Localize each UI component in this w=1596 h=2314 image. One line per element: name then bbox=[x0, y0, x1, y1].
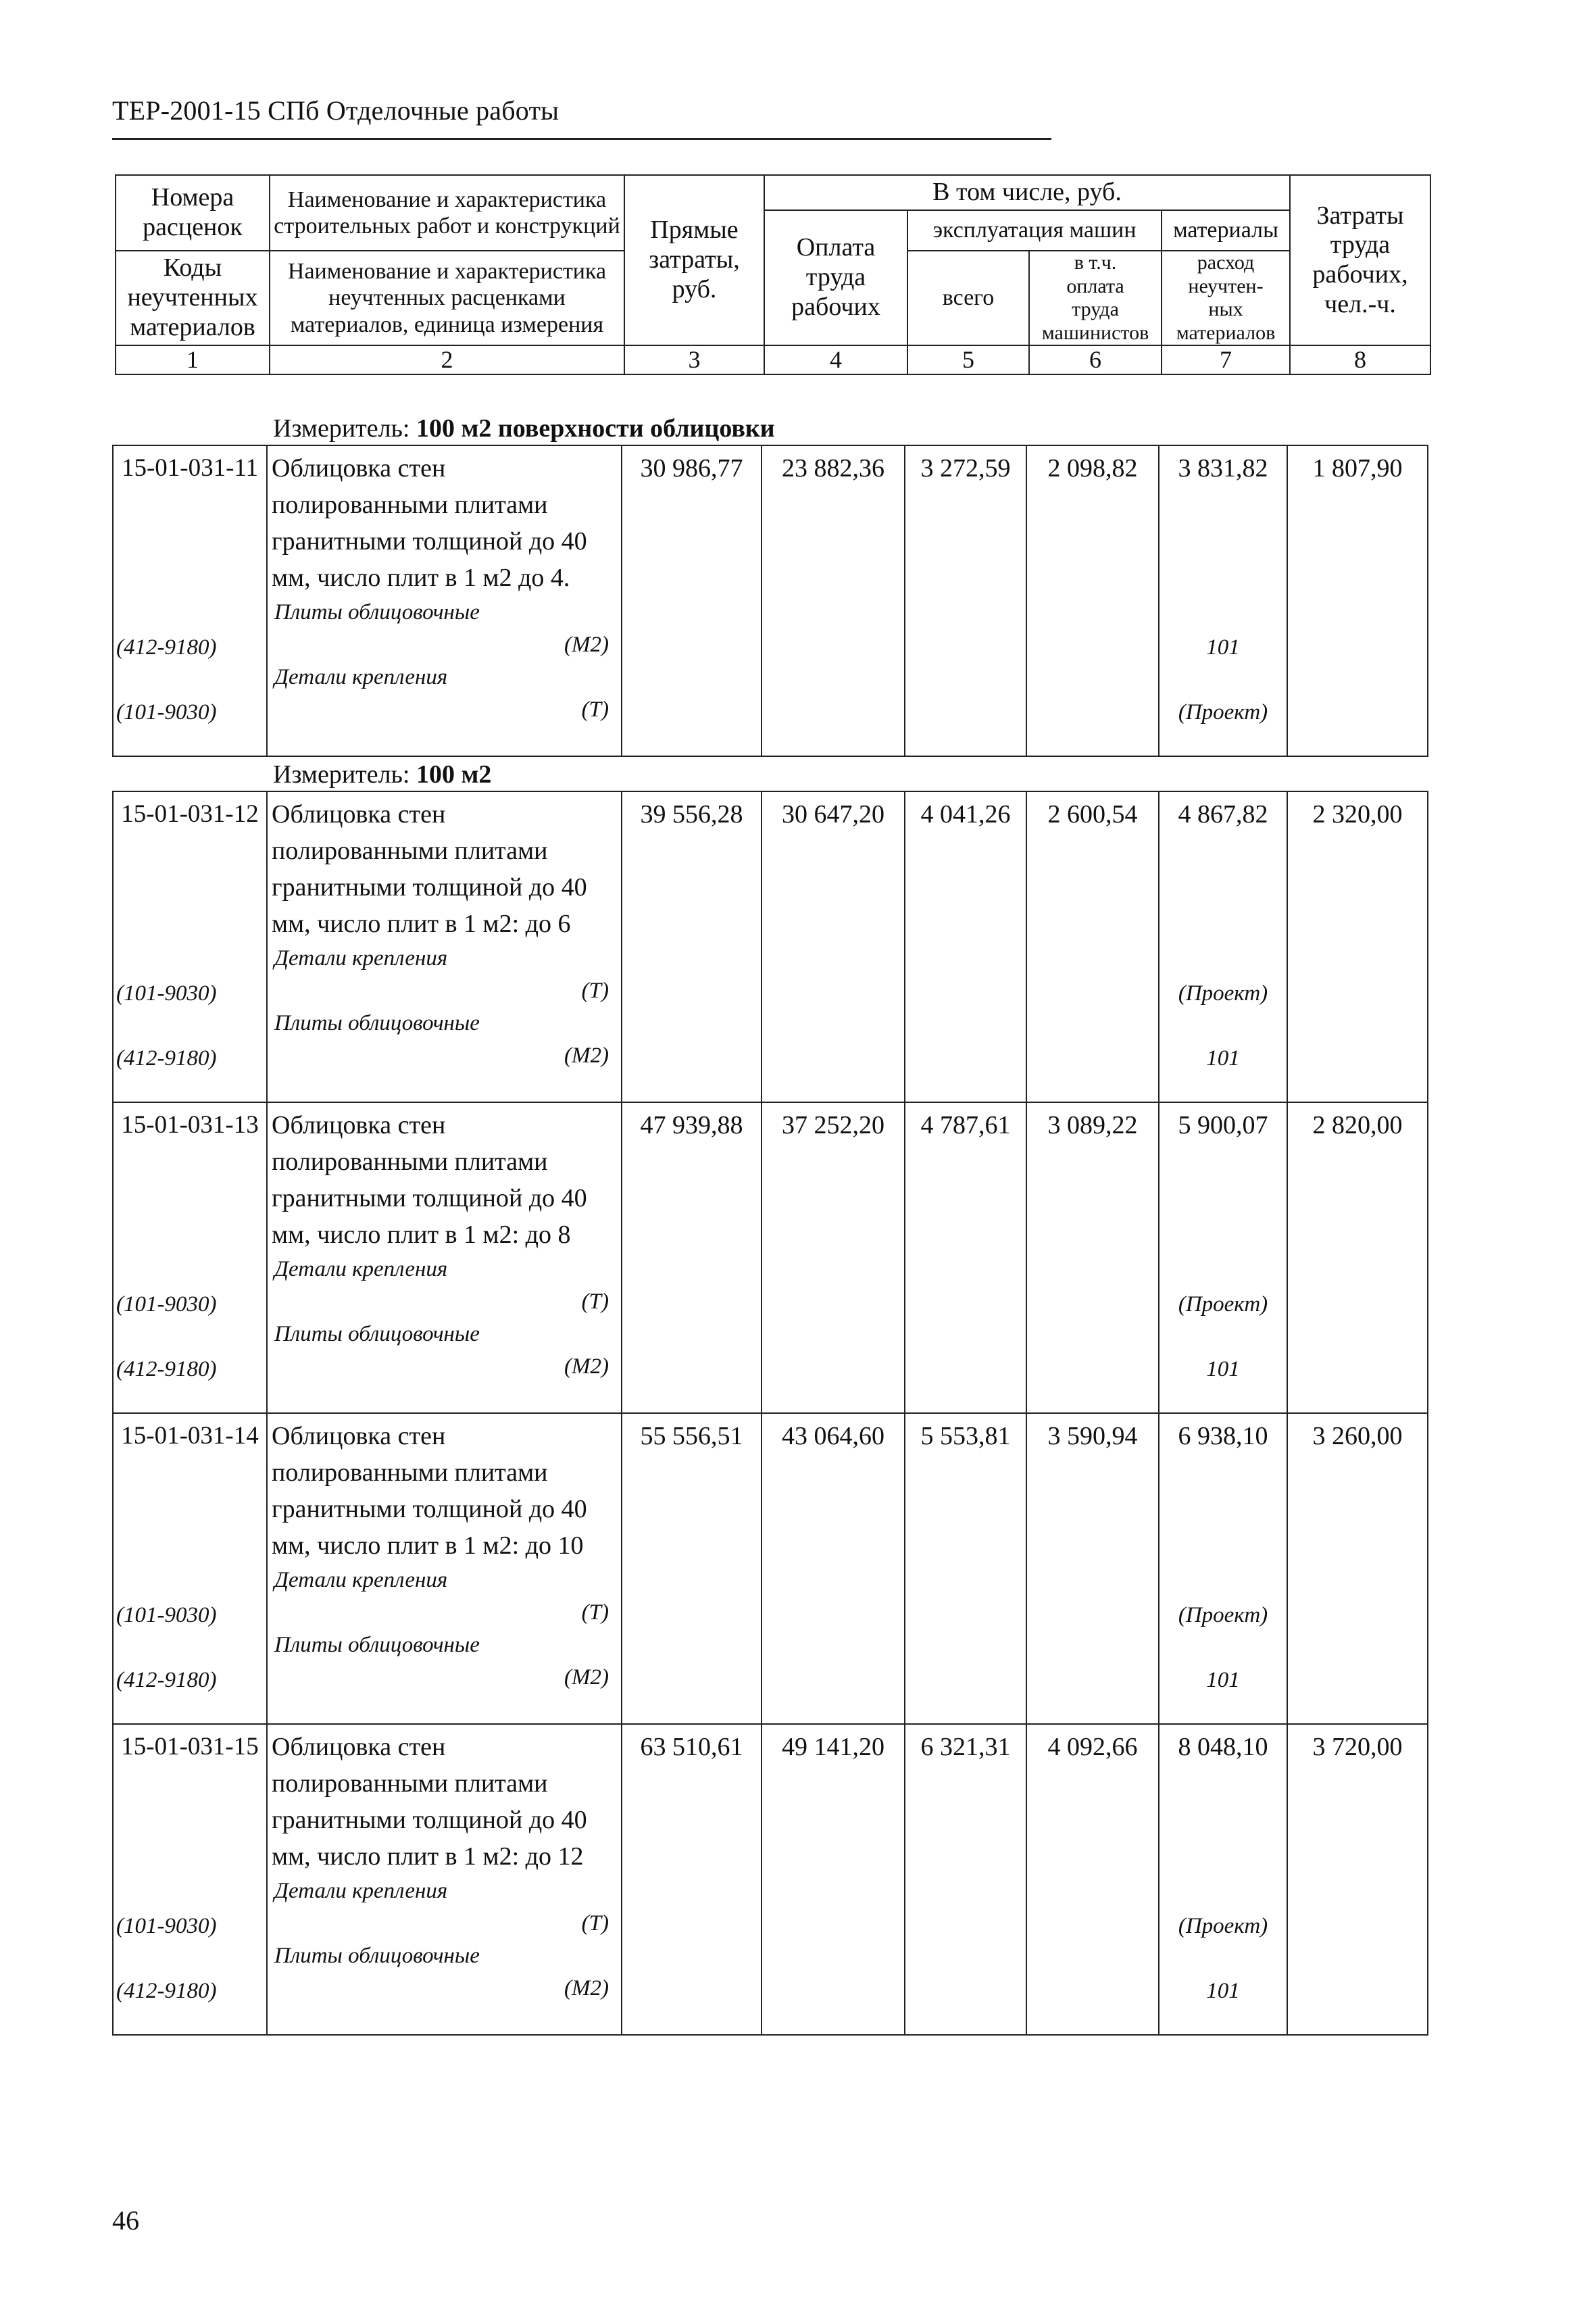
labor-pay: 37 252,20 bbox=[762, 1102, 905, 1413]
labor-hours: 3 720,00 bbox=[1287, 1724, 1428, 2035]
header-group: В том числе, руб. bbox=[764, 175, 1290, 210]
material-qty: (Проект) bbox=[1178, 700, 1268, 724]
material-qty: (Проект) bbox=[1178, 1914, 1268, 1938]
labor-hours: 2 820,00 bbox=[1287, 1102, 1428, 1413]
material-name: Плиты облицовочные bbox=[274, 1944, 480, 1968]
material-code: (101-9030) bbox=[116, 981, 217, 1006]
direct-costs: 30 986,77 bbox=[622, 445, 762, 756]
materials-cost: 3 831,82 101 (Проект) bbox=[1159, 445, 1287, 756]
material-unit: (Т) bbox=[581, 1911, 609, 1936]
rate-table-block-2 bbox=[112, 791, 1428, 2036]
header-machinist-pay: в т.ч. оплата труда машинистов bbox=[1029, 251, 1162, 345]
column-number: 3 bbox=[624, 345, 764, 374]
labor-pay: 43 064,60 bbox=[762, 1413, 905, 1724]
header-labor-hours: Затраты труда рабочих, чел.-ч. bbox=[1290, 175, 1430, 345]
material-qty: (Проект) bbox=[1178, 1603, 1268, 1627]
material-unit: (М2) bbox=[564, 1976, 609, 2000]
material-code: (101-9030) bbox=[116, 1603, 217, 1627]
rate-code: 15-01-031-13 (101-9030) (412-9180) bbox=[113, 1102, 267, 1413]
header-unaccounted-materials: расход неучтен- ных материалов bbox=[1162, 251, 1290, 345]
table-row bbox=[113, 1724, 1428, 2035]
materials-cost: 8 048,10 (Проект) 101 bbox=[1159, 1724, 1287, 2035]
header-machines-total: всего bbox=[907, 251, 1029, 345]
labor-hours: 2 320,00 bbox=[1287, 791, 1428, 1102]
table-row bbox=[113, 445, 1428, 756]
rate-code: 15-01-031-11 (412-9180) (101-9030) bbox=[113, 445, 267, 756]
material-qty: 101 bbox=[1206, 635, 1240, 660]
material-code: (412-9180) bbox=[116, 1046, 217, 1070]
machines-total: 4 787,61 bbox=[905, 1102, 1026, 1413]
direct-costs: 63 510,61 bbox=[622, 1724, 762, 2035]
column-number: 8 bbox=[1290, 345, 1430, 374]
column-number: 6 bbox=[1029, 345, 1162, 374]
column-header-table bbox=[115, 174, 1431, 375]
labor-hours: 1 807,90 bbox=[1287, 445, 1428, 756]
material-name: Детали крепления bbox=[274, 1879, 448, 1903]
header-machines: эксплуатация машин bbox=[907, 210, 1162, 251]
materials-cost: 5 900,07 (Проект) 101 bbox=[1159, 1102, 1287, 1413]
material-name: Детали крепления bbox=[274, 665, 448, 689]
column-number: 2 bbox=[270, 345, 624, 374]
material-unit: (Т) bbox=[581, 697, 609, 722]
labor-pay: 30 647,20 bbox=[762, 791, 905, 1102]
work-description: Облицовка стен полированными плитами гранитными толщиной до 40 мм, число плит в 1 м2 до 4. Плиты облицовочные (М2) Детали крепления (Т) bbox=[267, 445, 622, 756]
material-name: Плиты облицовочные bbox=[274, 1011, 480, 1035]
page-number: 46 bbox=[112, 2205, 139, 2236]
material-unit: (М2) bbox=[564, 1354, 609, 1379]
rate-code: 15-01-031-15 (101-9030) (412-9180) bbox=[113, 1724, 267, 2035]
material-unit: (М2) bbox=[564, 1043, 609, 1068]
header-materials: материалы bbox=[1162, 210, 1290, 251]
measure-label-1: Измеритель: 100 м2 поверхности облицовки bbox=[273, 414, 775, 443]
materials-cost: 4 867,82 (Проект) 101 bbox=[1159, 791, 1287, 1102]
header-col2-top: Наименование и характеристика строительных работ и конструкций bbox=[270, 175, 624, 251]
table-row bbox=[113, 1413, 1428, 1724]
material-code: (101-9030) bbox=[116, 1914, 217, 1938]
rate-code: 15-01-031-14 (101-9030) (412-9180) bbox=[113, 1413, 267, 1724]
table-row bbox=[113, 791, 1428, 1102]
header-direct-costs: Прямые затраты, руб. bbox=[624, 175, 764, 345]
machines-total: 4 041,26 bbox=[905, 791, 1026, 1102]
machinist-pay: 4 092,66 bbox=[1026, 1724, 1159, 2035]
material-qty: (Проект) bbox=[1178, 1292, 1268, 1316]
rate-code: 15-01-031-12 (101-9030) (412-9180) bbox=[113, 791, 267, 1102]
column-number: 7 bbox=[1162, 345, 1290, 374]
header-labor-pay: Оплата труда рабочих bbox=[764, 210, 907, 345]
material-unit: (М2) bbox=[564, 633, 609, 657]
labor-pay: 49 141,20 bbox=[762, 1724, 905, 2035]
header-col2-bottom: Наименование и характеристика неучтенных расценками материалов, единица измерения bbox=[270, 251, 624, 345]
materials-cost: 6 938,10 (Проект) 101 bbox=[1159, 1413, 1287, 1724]
column-number: 4 bbox=[764, 345, 907, 374]
machinist-pay: 2 600,54 bbox=[1026, 791, 1159, 1102]
material-qty: (Проект) bbox=[1178, 981, 1268, 1006]
direct-costs: 47 939,88 bbox=[622, 1102, 762, 1413]
material-code: (101-9030) bbox=[116, 700, 217, 724]
labor-pay: 23 882,36 bbox=[762, 445, 905, 756]
material-qty: 101 bbox=[1206, 1357, 1240, 1381]
machines-total: 3 272,59 bbox=[905, 445, 1026, 756]
table-row bbox=[113, 1102, 1428, 1413]
header-col1-top: Номера расценок bbox=[116, 175, 270, 251]
header-col1-bottom: Коды неучтенных материалов bbox=[116, 251, 270, 345]
measure-label-2: Измеритель: 100 м2 bbox=[273, 760, 492, 789]
material-qty: 101 bbox=[1206, 1979, 1240, 2003]
column-number: 5 bbox=[907, 345, 1029, 374]
machines-total: 5 553,81 bbox=[905, 1413, 1026, 1724]
material-code: (412-9180) bbox=[116, 635, 217, 660]
material-unit: (Т) bbox=[581, 979, 609, 1003]
labor-hours: 3 260,00 bbox=[1287, 1413, 1428, 1724]
material-unit: (М2) bbox=[564, 1665, 609, 1690]
rate-table-block-1 bbox=[112, 445, 1428, 757]
material-code: (412-9180) bbox=[116, 1357, 217, 1381]
header-rule bbox=[112, 138, 1051, 140]
material-code: (101-9030) bbox=[116, 1292, 217, 1316]
column-number: 1 bbox=[116, 345, 270, 374]
machinist-pay: 3 089,22 bbox=[1026, 1102, 1159, 1413]
work-description: Облицовка стен полированными плитами гранитными толщиной до 40 мм, число плит в 1 м2: до 6 Детали крепления (Т) Плиты облицовочные (М2) bbox=[267, 791, 622, 1102]
material-unit: (Т) bbox=[581, 1289, 609, 1314]
material-name: Плиты облицовочные bbox=[274, 1633, 480, 1657]
material-qty: 101 bbox=[1206, 1668, 1240, 1692]
material-code: (412-9180) bbox=[116, 1979, 217, 2003]
material-name: Плиты облицовочные bbox=[274, 1322, 480, 1346]
document-header: ТЕР-2001-15 СПб Отделочные работы bbox=[112, 95, 559, 126]
work-description: Облицовка стен полированными плитами гранитными толщиной до 40 мм, число плит в 1 м2: до 10 Детали крепления (Т) Плиты облицовочные (М2) bbox=[267, 1413, 622, 1724]
machines-total: 6 321,31 bbox=[905, 1724, 1026, 2035]
material-name: Детали крепления bbox=[274, 1568, 448, 1592]
direct-costs: 55 556,51 bbox=[622, 1413, 762, 1724]
material-unit: (Т) bbox=[581, 1600, 609, 1625]
work-description: Облицовка стен полированными плитами гранитными толщиной до 40 мм, число плит в 1 м2: до 12 Детали крепления (Т) Плиты облицовочные (М2) bbox=[267, 1724, 622, 2035]
material-name: Детали крепления bbox=[274, 946, 448, 970]
direct-costs: 39 556,28 bbox=[622, 791, 762, 1102]
machinist-pay: 3 590,94 bbox=[1026, 1413, 1159, 1724]
material-code: (412-9180) bbox=[116, 1668, 217, 1692]
material-qty: 101 bbox=[1206, 1046, 1240, 1070]
work-description: Облицовка стен полированными плитами гранитными толщиной до 40 мм, число плит в 1 м2: до 8 Детали крепления (Т) Плиты облицовочные (М2) bbox=[267, 1102, 622, 1413]
material-name: Плиты облицовочные bbox=[274, 600, 480, 624]
material-name: Детали крепления bbox=[274, 1257, 448, 1281]
machinist-pay: 2 098,82 bbox=[1026, 445, 1159, 756]
